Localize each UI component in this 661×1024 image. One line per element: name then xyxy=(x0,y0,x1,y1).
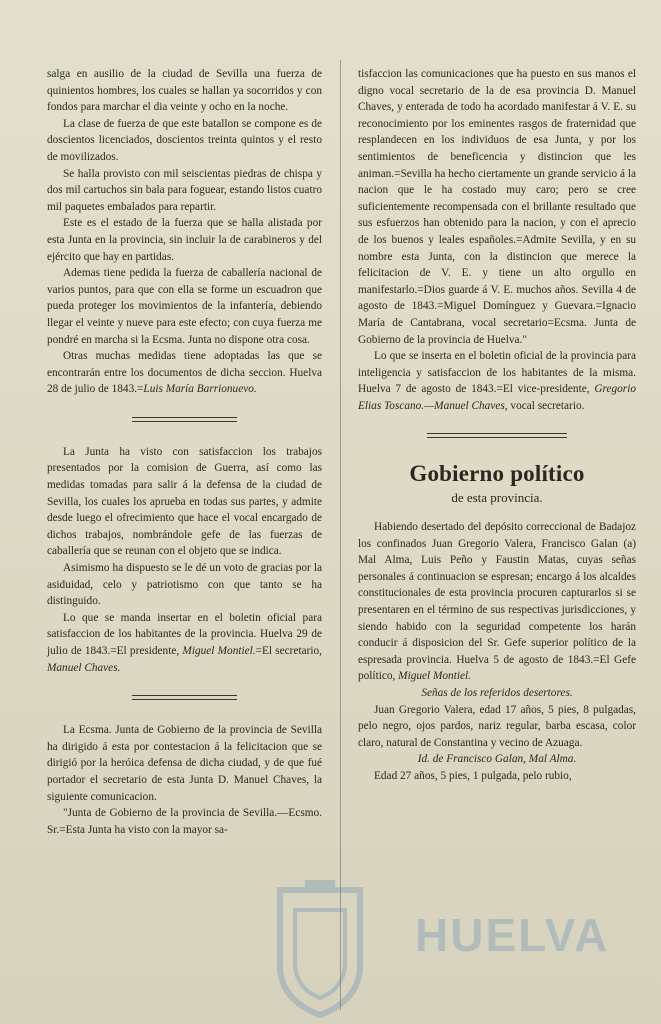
paragraph xyxy=(358,348,636,414)
signature: Miguel Montiel. xyxy=(398,670,471,683)
paragraph: Juan Gregorio Valera, edad 17 años, 5 pies, 8 pulgadas, pelo negro, ojos pardos, nariz regular, barba escasa, color claro, natural de Constantina y vecino de Azuaga. xyxy=(358,703,636,749)
section-separator xyxy=(427,433,567,438)
section-separator xyxy=(132,695,237,700)
paragraph: "Junta de Gobierno de la provincia de Sevilla.—Ecsmo. Sr.=Esta Junta ha visto con la mayor sa- xyxy=(47,807,322,836)
paragraph xyxy=(47,348,322,398)
paragraph: Asimismo ha dispuesto se le dé un voto de gracias por la asiduidad, celo y patriotismo con que tanto se ha distinguido. xyxy=(47,562,322,608)
signature: Manuel Chaves. xyxy=(47,661,121,674)
right-column xyxy=(358,66,636,785)
section-title: Gobierno político xyxy=(409,461,585,487)
text: Otras muchas medidas tiene adoptadas las que se encontrarán entre los documentos de dicha seccion. Huelva 28 de julio de 1843.= xyxy=(47,350,322,396)
text: Lo que se manda insertar en el boletin oficial para satisfaccion de los habitantes de la provincia. Huelva 29 de julio de 1843.=El presidente, xyxy=(47,611,322,657)
signature: Miguel Montiel. xyxy=(182,645,256,657)
left-column xyxy=(47,66,322,838)
section-subtitle: de esta provincia. xyxy=(451,490,543,506)
text: Lo que se inserta en el boletin oficial de la provincia para inteligencia y satisfaccion de los habitantes de la misma. Huelva 7 de agosto de 1843.=El vice-presidente, xyxy=(358,350,636,396)
paragraph: Ademas tiene pedida la fuerza de caballería nacional de varios puntos, para que con ella se forme un escuadron que pueda proteger los movimientos de la infantería, debiendo llegar el veinte y nueve para este efecto; con cuya fuerza me pondré en marcha si la Ecsma. Junta no dispone otra cosa. xyxy=(47,267,322,346)
paragraph: La clase de fuerza de que este batallon se compone es de doscientos licenciados, doscientos treinta quintos y el resto de movilizados. xyxy=(47,117,322,163)
paragraph: La Ecsma. Junta de Gobierno de la provincia de Sevilla ha dirigido á esta por contestacion á la felicitacion que se dirigió por la heróica defensa de dicha ciudad, y de que fué portador el secretario de esta Junta D. Manuel Chaves, la siguiente comunicacion. xyxy=(47,724,322,803)
text: Habiendo desertado del depósito correccional de Badajoz los confinados Juan Gregorio Valera, Francisco Galan (a) Mal Alma, Luis Peño y Faustin Matas, cuyas señas personales á continuacion se espresan; encargo á los alcaldes constitucionales de esta provincia procuren capturarlos si se presentaren en el término de sus respectivas jurisdicciones, y siendo habido con la seguridad competente los harán conducir á disposicion del Sr. Gefe superior político de la espresada provincia. Huelva 5 de agosto de 1843.=El Gefe político, xyxy=(358,521,636,683)
archive-watermark xyxy=(265,870,661,1020)
paragraph: La Junta ha visto con satisfaccion los trabajos presentados por la comision de Guerra, así como las medidas tomadas para salir á la defensa de la ciudad de Sevilla, los cuales los aprueba en todas sus partes, y admite desde luego el ofrecimiento que hace el vocal encargado de dichos trabajos, nombrándole gefe de las fuerzas de caballería que se reunan con el objeto que se indica. xyxy=(47,445,322,558)
column-divider xyxy=(340,60,341,1010)
paragraph: Se halla provisto con mil seiscientas piedras de chispa y dos mil cartuchos sin bala para foguear, estando listos cuatro mil paquetes embalados para repartir. xyxy=(47,167,322,213)
coat-of-arms-icon xyxy=(265,870,375,1020)
section-separator xyxy=(132,417,237,422)
paragraph xyxy=(358,519,636,685)
subheading: Id. de Francisco Galan, Mal Alma. xyxy=(417,753,577,766)
paragraph: Este es el estado de la fuerza que se halla alistada por esta Junta en la provincia, sin incluir la de carabineros y del ejército que hay en partidas. xyxy=(47,217,322,263)
signature: Luis María Barrionuevo. xyxy=(143,383,257,396)
paragraph: salga en ausilio de la ciudad de Sevilla una fuerza de quinientos hombres, los cuales se hallan ya socorridos y con fondos para marchar el dia veinte y ocho en la noche. xyxy=(47,68,322,114)
paragraph xyxy=(47,610,322,676)
subheading: Señas de los referidos desertores. xyxy=(421,687,573,699)
paragraph: Edad 27 años, 5 pies, 1 pulgada, pelo rubio, xyxy=(374,769,572,782)
text: =El secretario, xyxy=(255,645,322,657)
text: vocal secretario. xyxy=(507,399,585,412)
signature: Gregorio Elias Toscano.—Manuel Chaves, xyxy=(358,383,636,412)
watermark-text: HUELVA xyxy=(415,909,610,961)
paragraph: tisfaccion las comunicaciones que ha puesto en sus manos el digno vocal secretario de la de esa provincia D. Manuel Chaves, y enterada de todo ha acordado manifestar á V. E. su reconocimiento por los eminentes rasgos de fraternidad que resplandecen en los individuos de esa Junta, y por los sentimientos de beneficencia y distincion que les animan.=Sevilla ha hecho ciertamente un grande servicio á la nacion que le ha costado muy caro; pero se cree suficientemente recompensada con el brillante resultado que sus esfuerzos han obtenido para la nacion, y con el aprecio de los buenos y leales españoles.=Admite Sevilla, y en su nombre esta Junta, con la distincion que merece la felicitacion de V. E. y tiene un alto orgullo en manifestarlo.=Dios guarde á V. E. muchos años. Sevilla 4 de agosto de 1843.=Miguel Domínguez y Guevara.=Ignacio María de Cantabrana, vocal secretario=Ecsma. Junta de Gobierno de la provincia de Huelva." xyxy=(358,68,636,346)
